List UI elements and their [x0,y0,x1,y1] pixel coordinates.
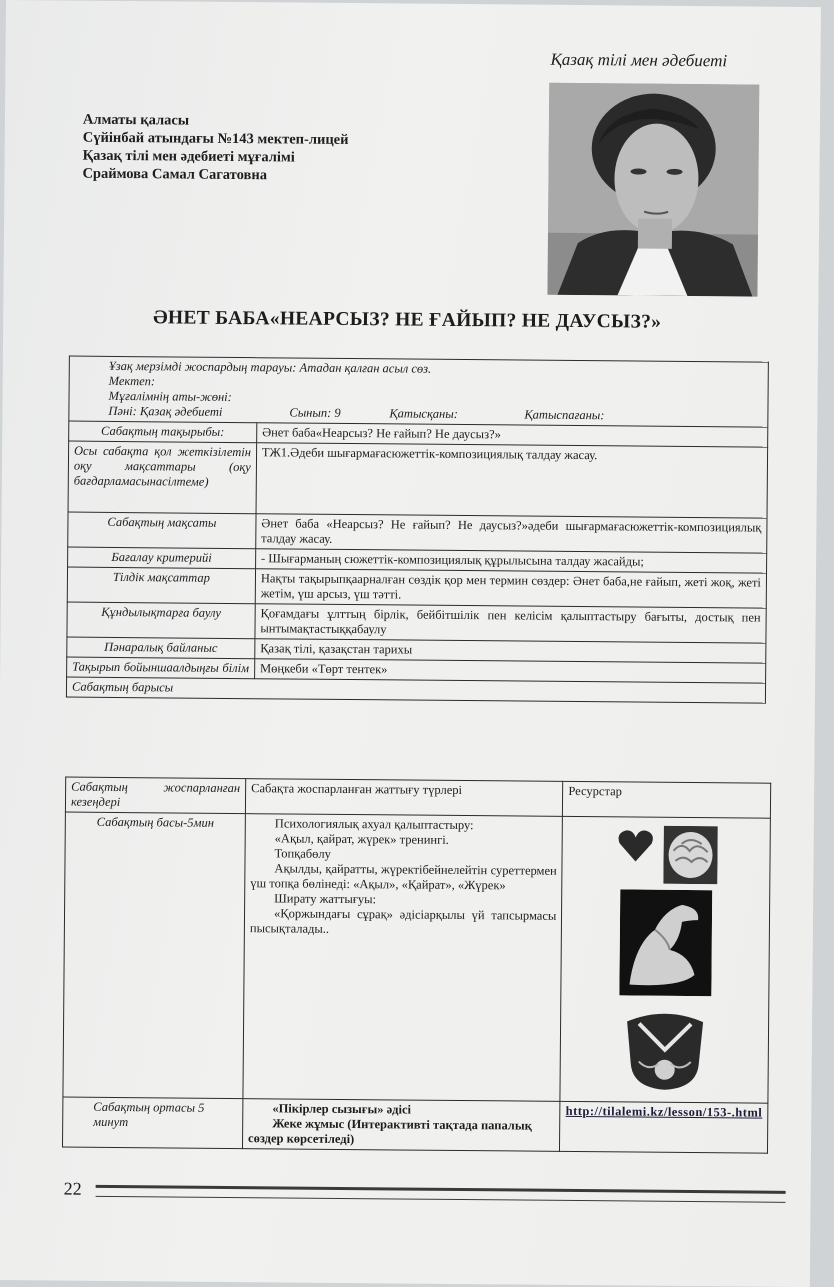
activity-line: «Ақыл, қайрат, жүрек» тренингі. [274,831,449,847]
row-label: Пәнаралық байланыс [67,637,255,659]
lesson-info-table [66,356,769,704]
row-value: Нақты тақырыпқаарналған сөздік қор мен термин сөздер: Әнет баба,не ғайып, жеті жоқ, жеті жетім, үш арсыз, үш тәтті. [255,569,766,608]
resource-row [568,825,765,885]
footer-rule [96,1185,786,1203]
author-block [82,111,348,185]
author-name: Сраймова Самал Сагатовна [82,165,268,184]
middle-resources [560,1101,768,1153]
work-line: Жеке жұмыс (Интерактивті тақтада папалық сөздер көрсетіледі) [248,1116,532,1147]
row-value: Қоғамдағы ұлттың бірлік, бейбітшілік пен келісім қалыптастыру бағыты, достық пен ынтымақтастыққабаулу [255,604,766,643]
start-stage: Сабақтың басы-5мин [63,812,245,1099]
activity-line: «Қоржындағы сұрақ» әдісіарқылы үй тапсырмасы пысықталады.. [249,906,557,936]
ornament-bag-icon [618,1001,711,1094]
row-label: Құндылықтарға баулу [67,602,255,639]
activities-header: Сабақта жоспарланған жаттығу түрлері [245,779,563,817]
info-cell [69,356,769,427]
row-value: Қазақ тілі, қазақстан тарихы [255,639,766,663]
lesson-title: ӘНЕТ БАБА«НЕАРСЫЗ? НЕ ҒАЙЫП? НЕ ДАУСЫЗ?» [153,307,662,333]
row-label: Сабақтың мақсаты [68,512,256,549]
author-position: Қазақ тілі мен әдебиеті мұғалімі [82,147,295,166]
stage-header: Сабақтың жоспарланған кезеңдері [65,777,245,814]
resource-link[interactable]: http://tilalemi.kz/lesson/153-.html [565,1103,763,1120]
row-value: Мөңкеби «Төрт тентек» [254,659,765,683]
header-subject: Қазақ тілі мен әдебиеті [550,49,728,71]
activity-line: Психологиялық ахуал қалыптастыру: [274,816,474,833]
brain-icon [663,826,718,884]
activity-line: Ақылды, қайратты, жүректібейнелейтін суреттермен үш топқа бөлінеді: «Ақыл», «Қайрат», «Жүрек» [250,861,557,893]
start-resources [560,816,770,1103]
row-label: Тақырып бойыншаалдыңғы білім [67,657,255,679]
lesson-plan-table [62,777,771,1154]
middle-activities [243,1099,561,1152]
school-label: Мектеп: [108,373,156,389]
middle-stage: Сабақтың ортасы 5 минут [62,1097,242,1149]
subject-label: Пәні: Қазақ әдебиеті [108,403,223,419]
row-value: Әнет баба«Неарсыз? Не ғайып? Не даусыз?» [257,423,768,447]
row-value: Әнет баба «Неарсыз? Не ғайып? Не даусыз?»әдеби шығармағасюжеттік-композициялық талдау жасау. [256,514,767,553]
activity-line: Ширату жаттығуы: [274,891,377,907]
muscle-arm-icon [619,889,712,996]
author-city: Алматы қаласы [82,111,190,129]
activity-line: Топқабөлу [274,846,331,861]
row-value: ТЖ1.Әдеби шығармағасюжеттік-композициялық талдау жасау. [256,443,768,518]
author-school: Сүйінбай атындағы №143 мектеп-лицей [82,129,349,148]
progress-label: Сабақтың барысы [66,677,765,703]
grade-label: Сынып: 9 [289,405,341,420]
teacher-portrait-photo [547,83,759,297]
row-label: Бағалау критерийі [68,547,256,569]
long-term-plan: Ұзақ мерзімді жоспардың тарауы: Атадан қалған асыл сөз. [108,358,432,376]
page-number: 22 [63,1178,82,1199]
row-label: Сабақтың тақырыбы: [69,421,257,443]
row-label: Тілдік мақсаттар [67,567,255,604]
row-label: Осы сабақта қол жеткізілетін оқу мақсаттары (оқу бағдарламасынасілтеме) [68,441,257,514]
resources-header: Ресурстар [563,781,771,818]
row-value: - Шығарманың сюжеттік-композициялық құрылысына талдау жасайды; [255,549,766,573]
teacher-label: Мұғалімнің аты-жөні: [108,388,232,404]
method-line: «Пікірлер сызығы» әдісі [272,1101,412,1117]
absent-label: Қатыспағаны: [524,407,605,423]
heart-icon [615,825,655,865]
present-label: Қатысқаны: [389,406,458,421]
start-activities [243,814,563,1102]
